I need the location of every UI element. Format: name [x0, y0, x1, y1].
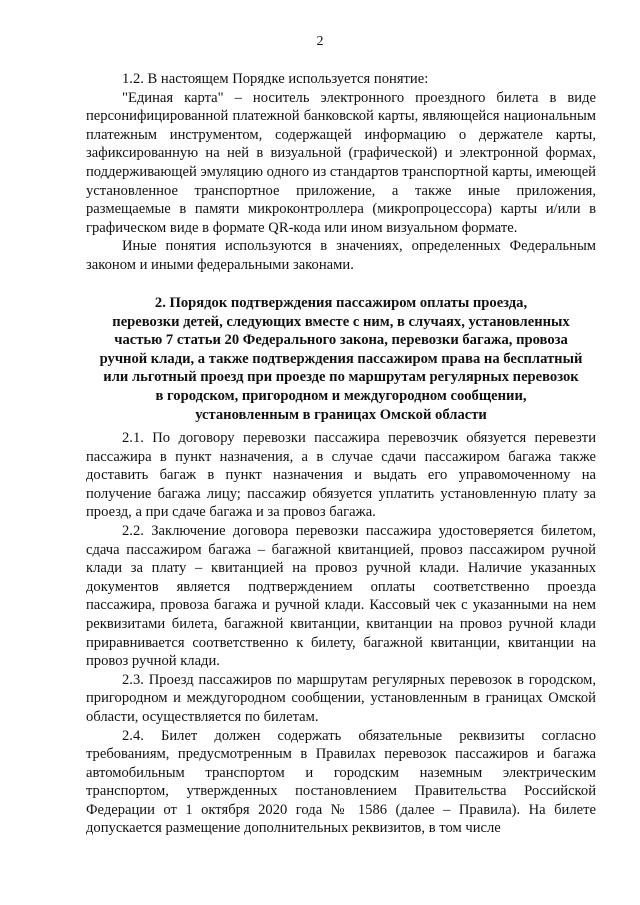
heading-line: в городском, пригородном и междугородном сообщении,	[155, 387, 527, 404]
heading-line: перевозки детей, следующих вместе с ним, в случаях, установленных	[112, 313, 570, 330]
heading-line: ручной клади, а также подтверждения пассажиром права на бесплатный	[99, 350, 583, 367]
paragraph-2-4: 2.4. Билет должен содержать обязательные реквизиты согласно требованиям, предусмотренным в Правилах перевозок пассажиров и багажа автомобильным транспортом и городским наземным электрическим транспортом, утвержденных постановлением Правительства Российской Федерации от 1 октября 2020 года № 1586 (далее – Правила). На билете допускается размещение дополнительных реквизитов, в том числе	[86, 727, 596, 837]
section-1-2	[86, 70, 596, 275]
page-number: 2	[316, 34, 324, 49]
paragraph-other-terms: Иные понятия используются в значениях, определенных Федеральным законом и иными федеральными законами.	[86, 238, 596, 273]
section-2-heading	[96, 294, 586, 424]
heading-line: частью 7 статьи 20 Федерального закона, перевозки багажа, провоза	[114, 332, 568, 349]
paragraph-1-2-intro: 1.2. В настоящем Порядке используется понятие:	[122, 71, 429, 87]
paragraph-2-3: 2.3. Проезд пассажиров по маршрутам регулярных перевозок в городском, пригородном и междугородном сообщении, установленным в границах Омской области, осуществляется по билетам.	[86, 671, 596, 725]
heading-line: или льготный проезд при проезде по маршрутам регулярных перевозок	[103, 369, 579, 386]
paragraph-2-1: 2.1. По договору перевозки пассажира перевозчик обязуется перевезти пассажира в пункт назначения, а в случае сдачи пассажиром багажа также доставить багаж в пункт назначения и выдать его управомоченному на получение багажа лицу; пассажир обязуется уплатить установленную плату за проезд, а при сдаче багажа и за провоз багажа.	[86, 430, 596, 521]
paragraph-2-2: 2.2. Заключение договора перевозки пассажира удостоверяется билетом, сдача пассажиром багажа – багажной квитанцией, провоз пассажиром ручной клади за плату – квитанцией на провоз ручной клади. Наличие указанных документов является подтверждением оплаты соответственно проезда пассажира, провоза багажа и ручной клади. Кассовый чек с указанными на нем реквизитами билета, багажной квитанции, квитанции на провоз ручной клади приравнивается соответственно к билету, багажной квитанции, квитанции на провоз ручной клади.	[86, 522, 596, 670]
section-2-body	[86, 429, 596, 838]
heading-line: установленным в границах Омской области	[195, 406, 487, 423]
paragraph-edinaya-karta-definition: "Единая карта" – носитель электронного проездного билета в виде персонифицированной платежной банковской карты, являющейся национальным платежным инструментом, содержащей информацию о держателе карты, зафиксированную на ней в визуальной (графической) и электронной формах, поддерживающей эмуляцию одного из стандартов транспортной карты, имеющей установленное транспортное приложение, а также иные приложения, размещаемые в памяти микроконтроллера (микропроцессора) карты и/или в графическом виде в формате QR-кода или ином визуальном формате.	[86, 89, 596, 236]
heading-line: 2. Порядок подтверждения пассажиром оплаты проезда,	[154, 295, 528, 311]
